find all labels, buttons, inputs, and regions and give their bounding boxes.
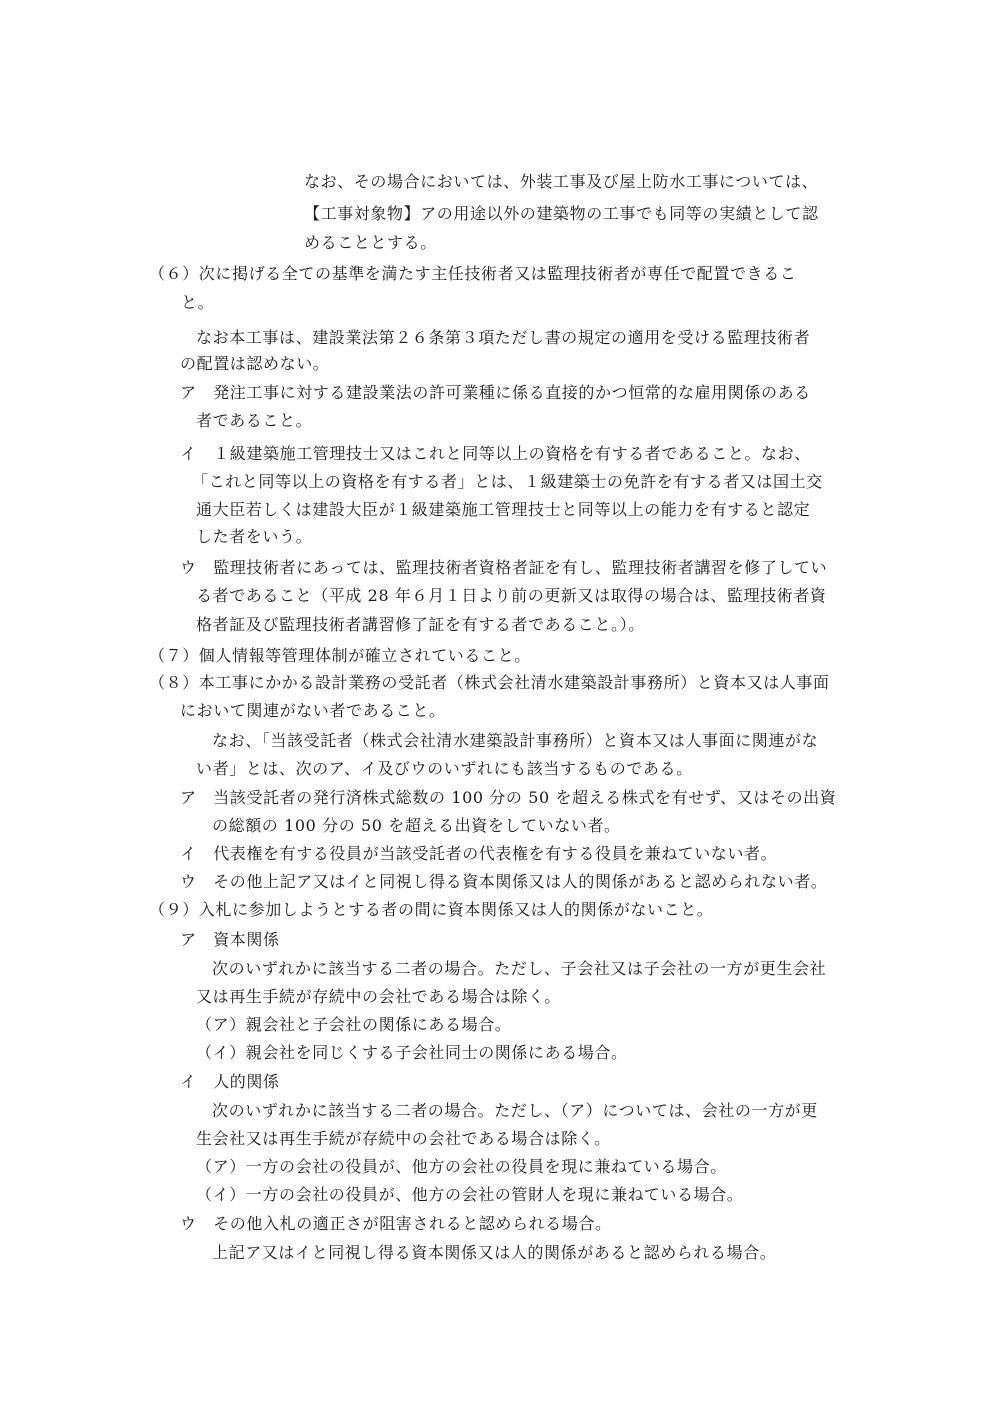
list-item: ア 資本関係 xyxy=(180,930,280,949)
text-line: した者をいう。 xyxy=(196,527,313,546)
text-line: なお、その場合においては、外装工事及び屋上防水工事については、 xyxy=(304,172,819,191)
list-item: ウ その他入札の適正さが阻害されると認められる場合。 xyxy=(180,1214,612,1233)
list-item: イ 人的関係 xyxy=(180,1072,280,1091)
section-8-heading: （８）本工事にかかる設計業務の受託者（株式会社清水建築設計事務所）と資本又は人事面 xyxy=(149,673,830,692)
list-item: ア 当該受託者の発行済株式総数の 100 分の 50 を超える株式を有せず、又はその出資 xyxy=(180,788,837,807)
list-item: ア 発注工事に対する建設業法の許可業種に係る直接的かつ恒常的な雇用関係のある xyxy=(180,383,811,402)
text-line: なお本工事は、建設業法第２６条第３項ただし書の規定の適用を受ける監理技術者 xyxy=(196,328,811,347)
text-line: 通大臣若しくは建設大臣が１級建築施工管理技士と同等以上の能力を有すると認定 xyxy=(196,500,811,519)
list-item: ウ その他上記ア又はイと同視し得る資本関係又は人的関係があると認められない者。 xyxy=(180,872,828,891)
sub-list-item: （イ）一方の会社の役員が、他方の会社の管財人を現に兼ねている場合。 xyxy=(196,1185,744,1204)
section-9-heading: （９）入札に参加しようとする者の間に資本関係又は人的関係がないこと。 xyxy=(149,900,714,919)
text-line: 上記ア又はイと同視し得る資本関係又は人的関係があると認められる場合。 xyxy=(212,1243,777,1262)
text-line: において関連がない者であること。 xyxy=(180,701,446,720)
text-line: 「これと同等以上の資格を有する者」とは、１級建築士の免許を有する者又は国土交 xyxy=(192,472,823,491)
text-line: い者」とは、次のア、イ及びウのいずれにも該当するものである。 xyxy=(196,759,693,778)
text-line: と。 xyxy=(181,293,215,312)
text-line: 生会社又は再生手続が存続中の会社である場合は除く。 xyxy=(196,1129,611,1148)
text-line: 又は再生手続が存続中の会社である場合は除く。 xyxy=(196,987,561,1006)
section-6-heading: （６）次に掲げる全ての基準を満たす主任技術者又は監理技術者が専任で配置できるこ xyxy=(149,264,797,283)
text-line: の総額の 100 分の 50 を超える出資をしていない者。 xyxy=(212,816,621,835)
section-7-heading: （７）個人情報等管理体制が確立されていること。 xyxy=(149,646,531,665)
list-item: イ 代表権を有する役員が当該受託者の代表権を有する役員を兼ねていない者。 xyxy=(180,844,778,863)
list-item: イ １級建築施工管理技士又はこれと同等以上の資格を有する者であること。なお、 xyxy=(180,444,811,463)
sub-list-item: （ア）一方の会社の役員が、他方の会社の役員を現に兼ねている場合。 xyxy=(196,1157,727,1176)
list-item: ウ 監理技術者にあっては、監理技術者資格者証を有し、監理技術者講習を修了してい xyxy=(180,558,828,577)
text-line: 【工事対象物】アの用途以外の建築物の工事でも同等の実績として認 xyxy=(304,204,819,223)
text-line: なお、「当該受託者（株式会社清水建築設計事務所）と資本又は人事面に関連がな xyxy=(212,731,819,750)
text-line: の配置は認めない。 xyxy=(180,354,330,373)
text-line: 者であること。 xyxy=(196,411,313,430)
text-line: 次のいずれかに該当する二者の場合。ただし、（ア）については、会社の一方が更 xyxy=(212,1101,818,1120)
text-line: る者であること（平成 28 年６月１日より前の更新又は取得の場合は、監理技術者資 xyxy=(196,586,827,605)
text-line: 次のいずれかに該当する二者の場合。ただし、子会社又は子会社の一方が更生会社 xyxy=(212,959,827,978)
text-line: 格者証及び監理技術者講習修了証を有する者であること。）。 xyxy=(196,615,645,634)
sub-list-item: （イ）親会社を同じくする子会社同士の関係にある場合。 xyxy=(196,1043,628,1062)
sub-list-item: （ア）親会社と子会社の関係にある場合。 xyxy=(196,1015,512,1034)
text-line: めることとする。 xyxy=(304,233,437,252)
